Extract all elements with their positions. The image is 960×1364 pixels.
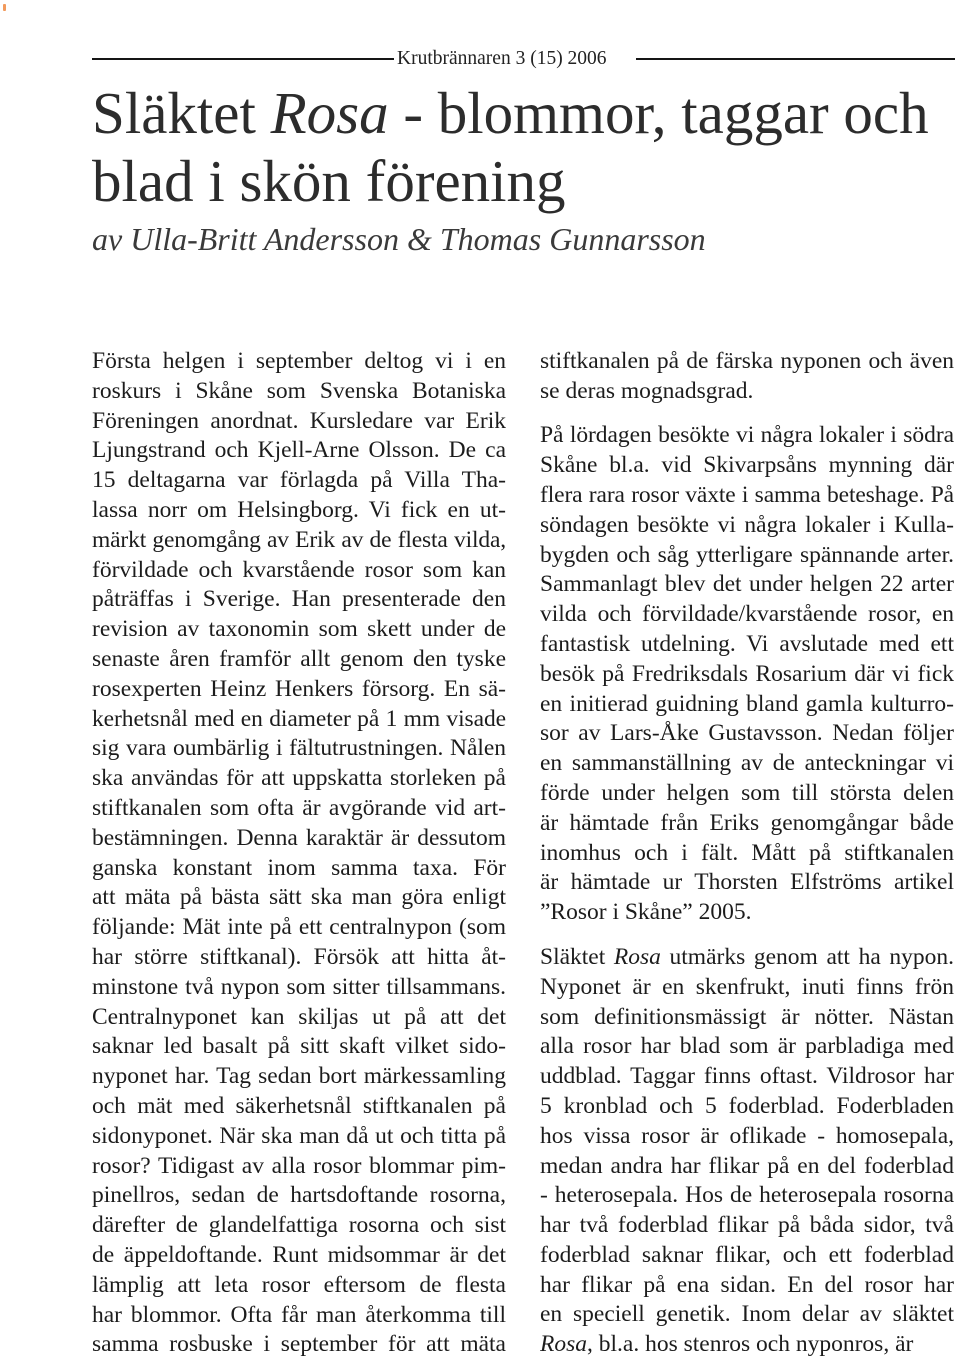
- text-run: påträffas i Sverige. Han presenterade den: [92, 586, 506, 613]
- text-line: [92, 824, 506, 854]
- text-run: de äppeldoftande. Runt midsommar är det: [92, 1241, 506, 1268]
- text-line: [92, 973, 506, 1003]
- text-line: [92, 1152, 506, 1182]
- text-line: [540, 541, 954, 571]
- text-line: [92, 1092, 506, 1122]
- text-line: [92, 1241, 506, 1271]
- text-run: har blommor. Ofta får man återkomma till: [92, 1301, 506, 1328]
- text-run: medan andra har flikar på en del foderblad: [540, 1152, 954, 1179]
- text-run: ska användas för att uppskatta storleken på: [92, 765, 506, 792]
- text-run: lassa norr om Helsingborg. Vi fick en ut-: [92, 496, 506, 523]
- text-line: [92, 675, 506, 705]
- text-run: saknar led basalt på sitt skaft vilket sido-: [92, 1033, 506, 1060]
- text-line: [92, 913, 506, 943]
- italic-genus-name: Rosa: [270, 80, 389, 146]
- text-line: [92, 1032, 506, 1062]
- text-run: har större stiftkanal). Försök att hitta åt-: [92, 943, 506, 970]
- text-run: inomhus och i fält. Mått på stiftkanalen: [540, 839, 954, 866]
- text-line: [92, 1062, 506, 1092]
- text-run: Ljungstrand och Kjell-Arne Olsson. De ca: [92, 437, 506, 464]
- italic-genus-name: Rosa: [540, 1331, 587, 1358]
- text-line: [540, 570, 954, 600]
- text-run: På lördagen besökte vi några lokaler i södra: [540, 422, 954, 449]
- text-line: [540, 690, 954, 720]
- text-line: [92, 585, 506, 615]
- text-run: har flikar på ena sidan. En del rosor har: [540, 1271, 954, 1298]
- text-line: [540, 1032, 954, 1062]
- paragraph: [92, 347, 506, 1360]
- body-column-left: [92, 347, 506, 1360]
- text-run: att mäta på bästa sätt ska man göra enligt: [92, 884, 506, 911]
- text-run: - heterosepala. Hos de heterosepala rosorna: [540, 1182, 954, 1209]
- text-run: Första helgen i september deltog vi i en: [92, 348, 506, 374]
- text-line: [540, 1271, 954, 1301]
- text-line: [92, 1181, 506, 1211]
- text-line: [540, 749, 954, 779]
- text-run: se deras mognadsgrad.: [540, 377, 754, 404]
- text-run: sor av Lars-Åke Gustavsson. Nedan följer: [540, 720, 954, 747]
- running-header: [0, 0, 960, 80]
- paragraph: [540, 421, 954, 928]
- text-line: [92, 1301, 506, 1331]
- text-line: [540, 511, 954, 541]
- text-line: [540, 1003, 954, 1033]
- text-run: en speciell genetik. Inom delar av släktet: [540, 1301, 954, 1328]
- text-line: [540, 973, 954, 1003]
- text-run: en sammanställning av de anteckningar vi: [540, 750, 954, 777]
- title-text: blad i skön förening: [92, 148, 566, 214]
- text-run: nyponet har. Tag sedan bort märkessamling: [92, 1063, 506, 1090]
- text-line: [92, 556, 506, 586]
- text-run: som definitionsmässigt är nötter. Nästan: [540, 1003, 954, 1030]
- byline: av Ulla-Britt Andersson & Thomas Gunnarsson: [92, 221, 706, 257]
- text-run: senaste åren framför allt genom den tyske: [92, 645, 506, 672]
- text-line: [92, 526, 506, 556]
- text-run: hos vissa rosor är oflikade - homosepala,: [540, 1122, 954, 1149]
- text-run: söndagen besökte vi några lokaler i Kulla-: [540, 511, 954, 538]
- body-column-right: [540, 347, 954, 1360]
- text-run: är hämtade från Eriks genomgångar både: [540, 809, 954, 836]
- text-run: vilda och förvildade/kvarstående rosor, en: [540, 601, 954, 628]
- paragraph: [540, 347, 954, 407]
- text-line: [92, 854, 506, 884]
- title-line-1: [92, 79, 929, 147]
- text-line: [92, 1271, 506, 1301]
- header-rule-right: [636, 58, 955, 60]
- text-line: [540, 600, 954, 630]
- text-run: fantastisk utdelning. Vi avslutade med ett: [540, 631, 954, 658]
- text-line: [92, 377, 506, 407]
- text-line: [92, 1211, 506, 1241]
- article-title: [92, 79, 929, 215]
- text-run: stiftkanalen som ofta är avgörande vid art-: [92, 794, 506, 821]
- title-line-2: [92, 147, 929, 215]
- publication-issue-label: Krutbrännaren 3 (15) 2006: [397, 48, 607, 69]
- text-run: har två foderblad flikar på båda sidor, två: [540, 1212, 954, 1239]
- text-line: [92, 436, 506, 466]
- text-run: Släktet: [540, 943, 614, 970]
- text-run: bestämningen. Denna karaktär är dessutom: [92, 824, 506, 851]
- text-line: [540, 779, 954, 809]
- text-line: [92, 883, 506, 913]
- text-run: alla rosor har blad som är parbladiga med: [540, 1033, 954, 1060]
- text-run: besök på Fredriksdals Rosarium där vi fick: [540, 660, 954, 687]
- text-line: [92, 764, 506, 794]
- text-run: stiftkanalen på de färska nyponen och även: [540, 348, 954, 374]
- italic-genus-name: Rosa: [613, 943, 661, 970]
- text-line: [92, 734, 506, 764]
- title-text: - blommor, taggar och: [388, 80, 929, 146]
- text-line: [540, 451, 954, 481]
- text-line: [540, 1241, 954, 1271]
- text-run: förvildade och kvarstående rosor som kan: [92, 556, 506, 583]
- text-line: [540, 868, 954, 898]
- text-run: därefter de glandelfattiga rosorna och sist: [92, 1212, 506, 1239]
- text-run: flera rara rosor växte i samma beteshage. På: [540, 482, 954, 509]
- text-run: Centralnyponet kan skiljas ut på att det: [92, 1003, 506, 1030]
- text-run: Skåne bl.a. vid Skivarpsåns mynning där: [540, 452, 954, 479]
- text-line: [540, 809, 954, 839]
- text-run: uddblad. Taggar finns oftast. Vildrosor har: [540, 1063, 954, 1090]
- text-run: 15 deltagarna var förlagda på Villa Tha-: [92, 467, 506, 494]
- text-line: [92, 466, 506, 496]
- text-run: Föreningen anordnat. Kursledare var Erik: [92, 407, 506, 434]
- text-run: är hämtade ur Thorsten Elfströms artikel: [540, 869, 954, 896]
- paragraph: [540, 943, 954, 1360]
- text-run: ”Rosor i Skåne” 2005.: [540, 899, 752, 926]
- text-line: [540, 1092, 954, 1122]
- text-line: [92, 1003, 506, 1033]
- text-line: [540, 421, 954, 451]
- text-run: följande: Mät inte på ett centralnypon (som: [92, 914, 506, 941]
- text-run: bygden och såg ytterligare spännande arter.: [540, 541, 954, 568]
- text-line: [92, 407, 506, 437]
- text-run: samma rosbuske i september för att mäta: [92, 1331, 506, 1358]
- text-run: 5 kronblad och 5 foderblad. Foderbladen: [540, 1092, 954, 1119]
- text-line: [540, 943, 954, 973]
- text-line: [92, 645, 506, 675]
- text-line: [540, 660, 954, 690]
- text-run: en initierad guidning bland gamla kulturro-: [540, 690, 954, 717]
- text-line: [540, 898, 954, 928]
- text-run: rosor? Tidigast av alla rosor blommar pim-: [92, 1152, 506, 1179]
- text-run: lämplig att leta rosor eftersom de flesta: [92, 1271, 506, 1298]
- text-line: [540, 481, 954, 511]
- text-run: revision av taxonomin som skett under de: [92, 616, 506, 643]
- text-run: roskurs i Skåne som Svenska Botaniska: [92, 377, 506, 404]
- text-run: förde under helgen som till största delen: [540, 780, 954, 807]
- title-text: Släktet: [92, 80, 271, 146]
- text-run: , bl.a. hos stenros och nyponros, är: [587, 1331, 914, 1358]
- text-run: foderblad saknar flikar, och ett foderblad: [540, 1241, 954, 1268]
- text-run: pinellros, sedan de hartsdoftande rosorna,: [92, 1182, 506, 1209]
- text-line: [540, 1211, 954, 1241]
- text-line: [540, 630, 954, 660]
- text-line: [540, 1062, 954, 1092]
- text-line: [92, 1330, 506, 1360]
- text-line: [92, 496, 506, 526]
- text-run: Sammanlagt blev det under helgen 22 arter: [540, 571, 954, 598]
- text-run: kerhetsnål med en diameter på 1 mm visade: [92, 705, 506, 732]
- text-run: ganska konstant inom samma taxa. För: [92, 854, 506, 881]
- text-line: [92, 347, 506, 377]
- text-line: [92, 615, 506, 645]
- header-rule-left: [92, 58, 394, 60]
- text-line: [540, 719, 954, 749]
- text-run: och mät med säkerhetsnål stiftkanalen på: [92, 1092, 506, 1119]
- text-line: [92, 794, 506, 824]
- text-line: [92, 705, 506, 735]
- text-run: sidonyponet. När ska man då ut och titta på: [92, 1122, 506, 1149]
- text-line: [540, 347, 954, 377]
- text-line: [92, 943, 506, 973]
- text-line: [540, 1181, 954, 1211]
- text-run: sig vara oumbärlig i fältutrustningen. Nålen: [92, 735, 506, 762]
- text-line: [92, 1122, 506, 1152]
- text-run: rosexperten Heinz Henkers försorg. En sä-: [92, 675, 506, 702]
- text-line: [540, 1152, 954, 1182]
- text-line: [540, 1330, 954, 1360]
- text-run: utmärks genom att ha nypon.: [660, 943, 954, 970]
- text-line: [540, 377, 954, 407]
- text-run: märkt genomgång av Erik av de flesta vilda,: [92, 526, 506, 553]
- text-line: [540, 839, 954, 869]
- text-run: Nyponet är en skenfrukt, inuti finns frön: [540, 973, 954, 1000]
- text-line: [540, 1300, 954, 1330]
- text-line: [540, 1122, 954, 1152]
- text-run: minstone två nypon som sitter tillsammans.: [92, 973, 506, 1000]
